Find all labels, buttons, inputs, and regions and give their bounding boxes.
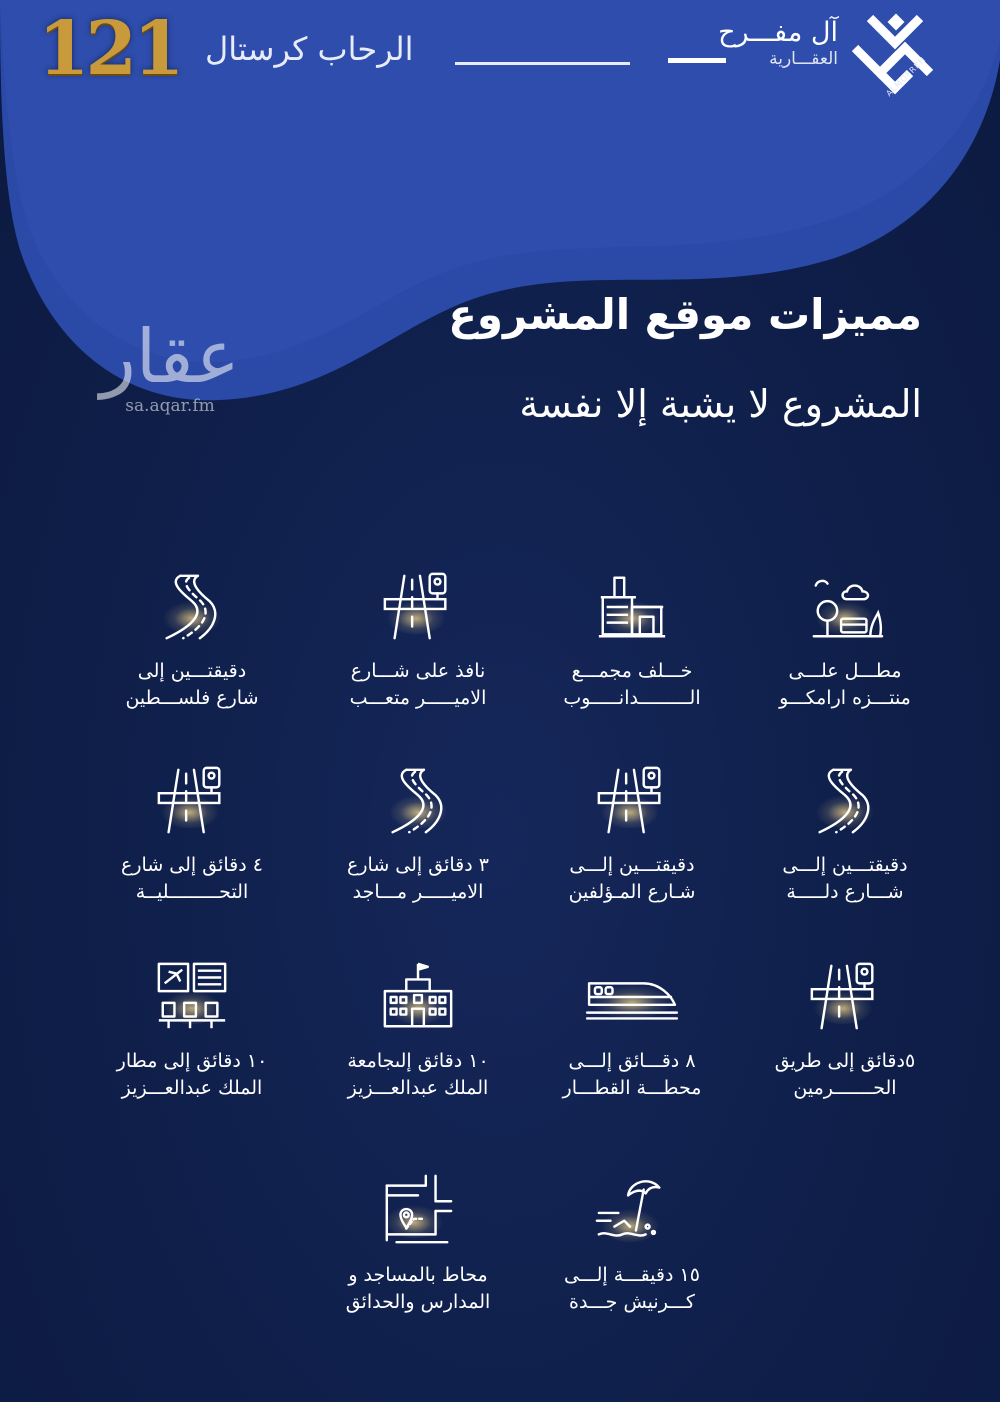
brand-bar xyxy=(668,58,726,63)
watermark-word: عقار xyxy=(100,314,240,400)
listing-number: 121 xyxy=(38,6,181,92)
project-name: الرحاب كرستال xyxy=(205,30,414,68)
brand-name: آل مفـــرح xyxy=(718,17,838,48)
page-subtitle: المشروع لا يشبة إلا نفسة xyxy=(519,382,922,426)
feature-label: ٨ دقـــائق إلـــى محطـــة القطـــار xyxy=(562,1050,702,1099)
feature-label: دقيقتـــين إلى شارع فلســـطين xyxy=(125,660,259,709)
brand-sub: العقـــارية xyxy=(769,49,838,69)
feature-label: ١٠ دقائق إلىجامعة الملك عبدالعـــزيز xyxy=(347,1050,489,1099)
watermark-url: sa.aqar.fm xyxy=(125,396,215,416)
feature-label: دقيقتـــين إلـــى شـــارع دلـــــة xyxy=(782,854,908,903)
feature-label: محاط بالمساجد و المدارس والحدائق xyxy=(345,1264,491,1313)
feature-item xyxy=(532,1172,732,1316)
building-icon xyxy=(593,568,671,646)
highway-icon xyxy=(806,958,884,1036)
feature-label: ١٠ دقائق إلى مطار الملك عبدالعـــزيز xyxy=(116,1050,268,1099)
feature-label: ٥دقائق إلى طريق الحـــــــرمين xyxy=(774,1050,916,1099)
feature-item xyxy=(745,568,945,712)
feature-item xyxy=(318,568,518,712)
feature-item xyxy=(318,762,518,906)
feature-item xyxy=(92,958,292,1102)
map-icon xyxy=(379,1172,457,1250)
feature-label: ٣ دقائق إلى شارع الاميـــــر مـــاجد xyxy=(347,854,489,903)
train-icon xyxy=(582,958,682,1036)
feature-item xyxy=(318,958,518,1102)
airport-icon xyxy=(153,958,231,1036)
feature-label: ١٥ دقيقـــة إلـــى كـــرنيش جـــدة xyxy=(564,1264,700,1313)
feature-label: ٤ دقائق إلى شارع التحـــــــــليــة xyxy=(121,854,263,903)
feature-item xyxy=(92,762,292,906)
header-divider xyxy=(455,62,630,65)
university-icon xyxy=(379,958,457,1036)
beach-icon xyxy=(593,1172,671,1250)
feature-label: نافذ على شـــارع الاميـــــر متعـــب xyxy=(349,660,487,709)
feature-label: خـــلف مجمـــع الـــــــــدانـــــوب xyxy=(563,660,701,709)
feature-label: دقيقتـــين إلـــى شـارع المـؤلفين xyxy=(568,854,696,903)
watermark xyxy=(90,314,250,416)
road-icon xyxy=(379,762,457,840)
highway-icon xyxy=(153,762,231,840)
feature-item xyxy=(532,958,732,1102)
feature-label: مطـــل علـــى منتـــزه ارامكـــو xyxy=(779,660,911,709)
park-icon xyxy=(806,568,884,646)
brand-wordmark xyxy=(668,18,838,78)
feature-item xyxy=(745,958,945,1102)
feature-item xyxy=(532,568,732,712)
brand-latin: ALMOFREH xyxy=(884,54,928,99)
feature-item xyxy=(745,762,945,906)
page-title: مميزات موقع المشروع xyxy=(448,290,922,339)
road-icon xyxy=(806,762,884,840)
feature-item xyxy=(92,568,292,712)
road-icon xyxy=(153,568,231,646)
feature-item xyxy=(318,1172,518,1316)
highway-icon xyxy=(593,762,671,840)
highway-icon xyxy=(379,568,457,646)
feature-item xyxy=(532,762,732,906)
